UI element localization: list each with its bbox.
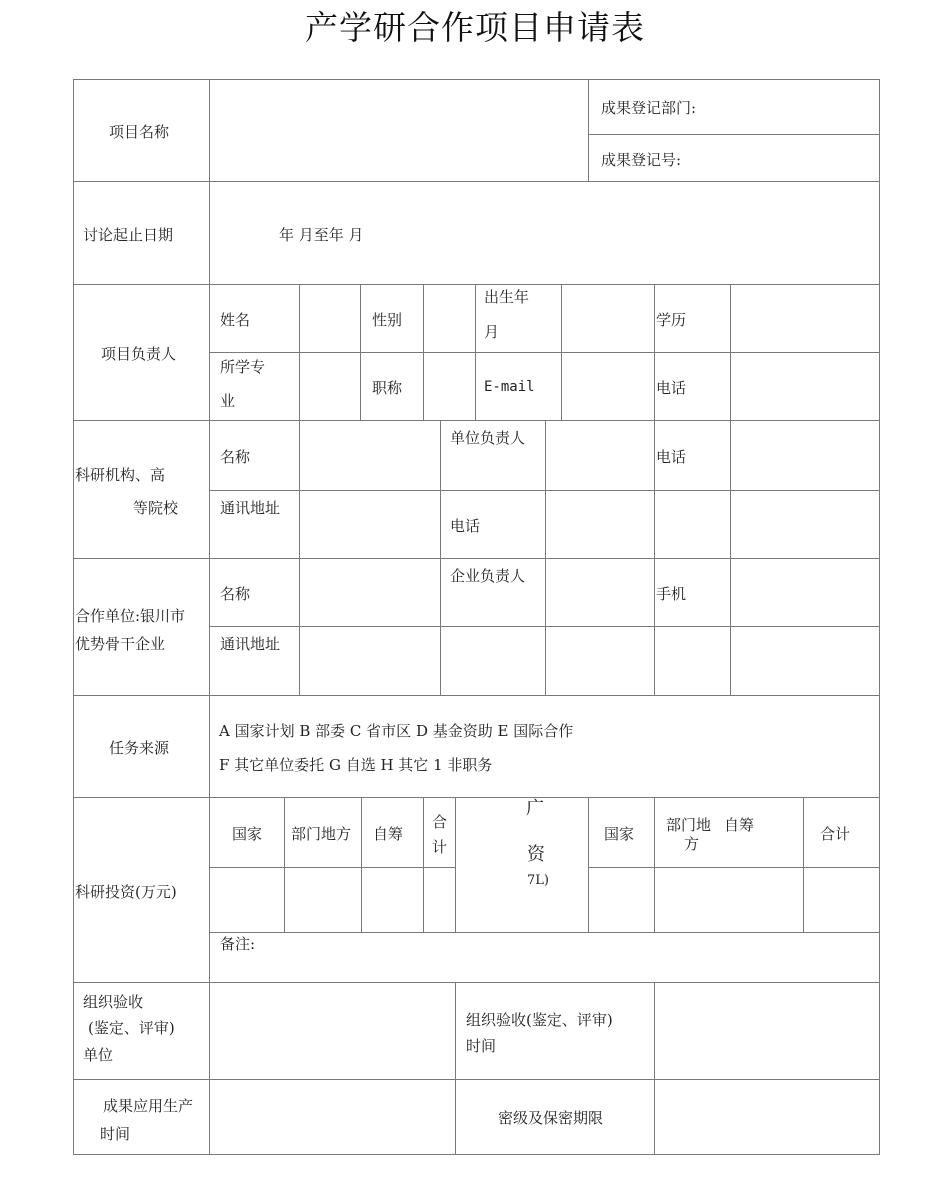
- grid-line: [654, 284, 655, 421]
- institute-label-2: 等院校: [133, 499, 179, 517]
- page-title: 产学研合作项目申请表: [305, 8, 645, 47]
- secrecy-level-label: 密级及保密期限: [498, 1109, 604, 1127]
- project-name-label: 项目名称: [109, 123, 170, 141]
- leader-gender-label: 性别: [372, 311, 403, 329]
- investment-self-header-2: 自筹: [724, 816, 755, 834]
- grid-line: [361, 797, 362, 933]
- investment-middle-char-3: 7L): [527, 873, 549, 888]
- grid-line: [440, 558, 441, 696]
- grid-line: [73, 79, 880, 80]
- grid-line: [803, 797, 804, 933]
- institute-label: 科研机构、高: [75, 466, 166, 484]
- partner-name-label: 名称: [220, 585, 251, 603]
- grid-line: [73, 558, 880, 559]
- grid-line: [284, 797, 285, 933]
- grid-line: [209, 79, 210, 1155]
- investment-dept-local-header-2b: 方: [684, 835, 700, 853]
- leader-major-label-2: 业: [220, 392, 236, 410]
- acceptance-org-label-3: 单位: [83, 1046, 114, 1064]
- grid-line: [588, 797, 589, 933]
- grid-line: [73, 982, 880, 983]
- investment-remark-label: 备注:: [220, 935, 256, 953]
- grid-line: [475, 284, 476, 421]
- task-source-options-line-2: F 其它单位委托 G 自选 H 其它 1 非职务: [219, 756, 493, 774]
- result-reg-no-label: 成果登记号:: [601, 151, 682, 169]
- grid-line: [440, 420, 441, 559]
- result-dept-label: 成果登记部门:: [601, 99, 697, 117]
- grid-line: [299, 558, 300, 696]
- grid-line: [73, 181, 880, 182]
- grid-line: [209, 932, 880, 933]
- institute-unit-head-label: 单位负责人: [450, 429, 526, 447]
- grid-line: [73, 797, 880, 798]
- leader-title-label: 职称: [372, 379, 403, 397]
- research-dates-label: 讨论起止日期: [83, 226, 174, 244]
- grid-line: [588, 134, 879, 135]
- acceptance-org-label-2: (鉴定、评审): [88, 1019, 175, 1037]
- grid-line: [73, 695, 880, 696]
- grid-line: [455, 982, 456, 1155]
- grid-line: [73, 284, 880, 285]
- investment-total-header-right: 合计: [820, 825, 851, 843]
- grid-line: [73, 1079, 880, 1080]
- research-dates-value[interactable]: 年 月至年 月: [279, 226, 364, 244]
- grid-line: [423, 797, 424, 933]
- institute-phone-label: 电话: [656, 448, 687, 466]
- grid-line: [73, 1154, 880, 1155]
- grid-line: [561, 284, 562, 421]
- leader-major-label: 所学专: [220, 358, 266, 376]
- grid-line: [423, 284, 424, 421]
- investment-middle-char-2: 资: [527, 844, 545, 865]
- grid-line: [455, 797, 456, 933]
- investment-label: 科研投资(万元): [75, 883, 177, 901]
- investment-total-header-2: 计: [432, 838, 448, 856]
- partner-address-label: 通讯地址: [220, 635, 281, 653]
- enterprise-head-label: 企业负责人: [450, 567, 526, 585]
- leader-birth-label: 出生年: [484, 288, 530, 306]
- grid-line: [730, 284, 731, 421]
- institute-phone2-label: 电话: [450, 517, 481, 535]
- investment-total-header: 合: [432, 813, 448, 831]
- grid-line: [879, 79, 880, 1155]
- project-leader-label: 项目负责人: [101, 345, 177, 363]
- investment-national-header-2: 国家: [604, 825, 635, 843]
- project-name-field[interactable]: [212, 84, 584, 178]
- application-time-label: 成果应用生产: [103, 1097, 194, 1115]
- grid-line: [73, 420, 880, 421]
- grid-line: [209, 352, 880, 353]
- task-source-options-line-1: A 国家计划 B 部委 C 省市区 D 基金资助 E 国际合作: [219, 722, 574, 740]
- acceptance-org-label: 组织验收: [83, 993, 144, 1011]
- grid-line: [545, 558, 546, 696]
- grid-line: [654, 558, 655, 696]
- grid-line: [545, 420, 546, 559]
- investment-dept-local-header-2: 部门地: [666, 816, 712, 834]
- grid-line: [588, 79, 589, 181]
- grid-line: [730, 558, 731, 696]
- leader-birth-label-2: 月: [484, 323, 500, 341]
- application-time-label-2: 时间: [100, 1125, 131, 1143]
- grid-line: [209, 867, 456, 868]
- grid-line: [654, 982, 655, 1155]
- leader-name-label: 姓名: [220, 311, 251, 329]
- leader-email-label: E-mail: [484, 379, 535, 395]
- investment-self-header: 自筹: [373, 825, 404, 843]
- institute-name-label: 名称: [220, 448, 251, 466]
- institute-address-label: 通讯地址: [220, 499, 281, 517]
- investment-middle-char-1: 广: [526, 798, 544, 819]
- grid-line: [299, 420, 300, 559]
- partner-mobile-label: 手机: [656, 585, 687, 603]
- investment-dept-local-header: 部门地方: [291, 825, 352, 843]
- grid-line: [73, 79, 74, 1155]
- partner-label-2: 优势骨干企业: [75, 635, 166, 653]
- acceptance-time-label: 组织验收(鉴定、评审): [466, 1011, 613, 1029]
- task-source-label: 任务来源: [109, 739, 170, 757]
- grid-line: [299, 284, 300, 421]
- leader-phone-label: 电话: [656, 379, 687, 397]
- grid-line: [654, 420, 655, 559]
- grid-line: [588, 867, 879, 868]
- leader-education-label: 学历: [656, 311, 687, 329]
- grid-line: [654, 797, 655, 933]
- grid-line: [730, 420, 731, 559]
- investment-national-header: 国家: [232, 825, 263, 843]
- partner-label: 合作单位:银川市: [75, 607, 186, 625]
- grid-line: [360, 284, 361, 421]
- acceptance-time-label-2: 时间: [466, 1037, 497, 1055]
